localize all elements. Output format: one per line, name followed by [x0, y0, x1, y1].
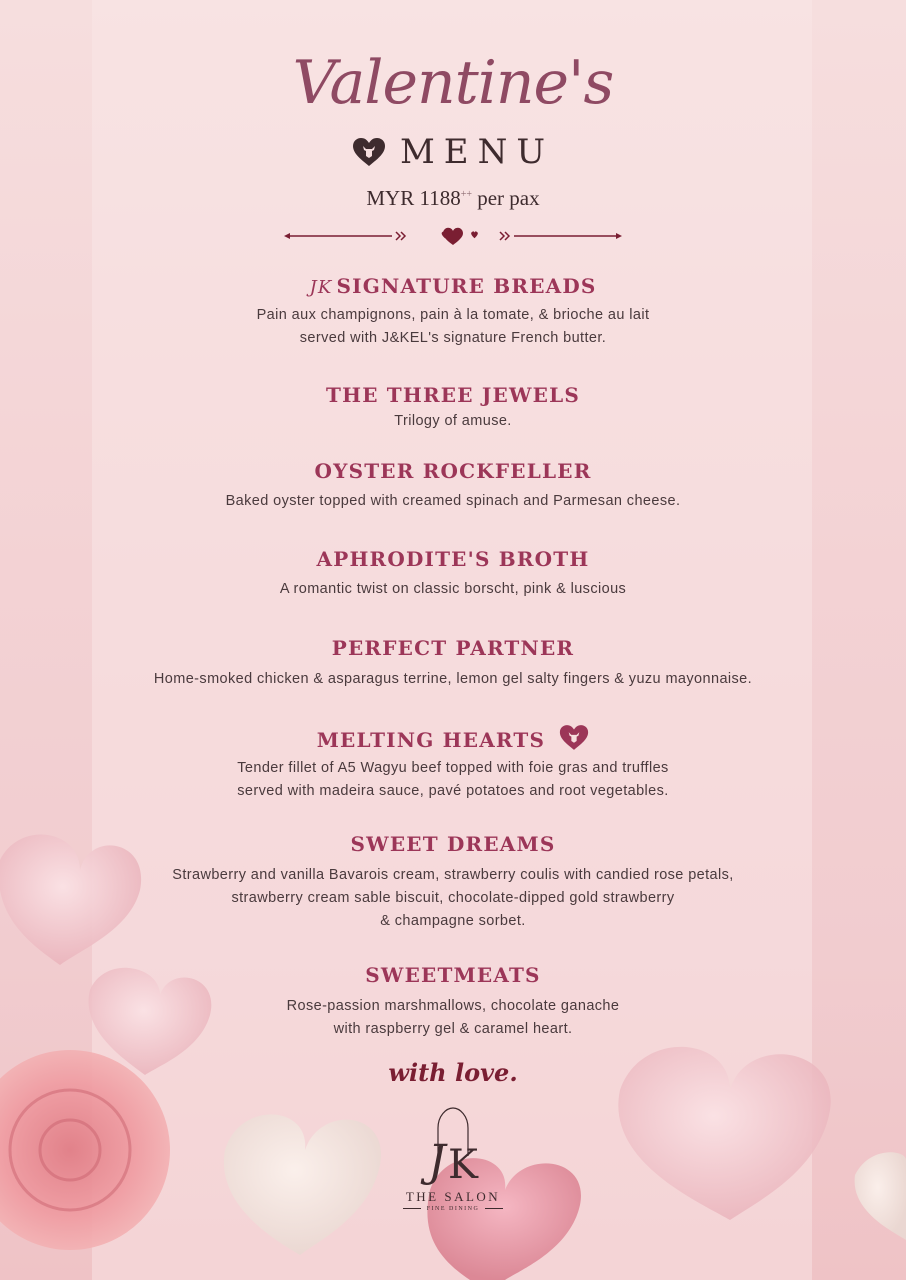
- menu-heading: MENU: [399, 132, 555, 172]
- section-desc-oyster-rockfeller: [0, 490, 906, 513]
- brand-subtitle: [0, 1206, 906, 1212]
- desc-line: strawberry cream sable biscuit, chocolate-dipped gold strawberry: [231, 890, 675, 906]
- jk-monogram-icon: [418, 1106, 488, 1186]
- svg-text:K: K: [448, 1142, 478, 1186]
- section-desc-aphrodites-broth: [0, 578, 906, 601]
- section-title-melting-hearts: [0, 724, 906, 752]
- section-title-sweetmeats: SWEETMEATS: [365, 963, 541, 987]
- section-desc-signature-breads: [0, 304, 906, 350]
- desc-line: Rose-passion marshmallows, chocolate ganache: [286, 998, 620, 1014]
- arrow-divider-icon: [282, 224, 624, 248]
- brand-subtitle-text: FINE DINING: [426, 1206, 480, 1212]
- desc-line: A romantic twist on classic borscht, pink & luscious: [279, 581, 627, 597]
- section-title-three-jewels: THE THREE JEWELS: [326, 383, 580, 407]
- brand-name: THE SALON: [405, 1189, 501, 1204]
- section-title-perfect-partner: PERFECT PARTNER: [331, 636, 575, 660]
- desc-line: Pain aux champignons, pain à la tomate, & brioche au lait: [256, 307, 650, 323]
- svg-text:J: J: [428, 1136, 446, 1186]
- heart-bull-icon: [352, 137, 386, 167]
- menu-heading-row: [0, 132, 906, 172]
- section-title-text: SIGNATURE BREADS: [336, 274, 597, 298]
- section-desc-sweet-dreams: [0, 864, 906, 933]
- heart-bull-icon: [559, 724, 589, 751]
- desc-line: Strawberry and vanilla Bavarois cream, strawberry coulis with candied rose petals,: [172, 867, 734, 883]
- desc-line: with raspberry gel & caramel heart.: [333, 1021, 573, 1037]
- section-title-oyster-rockfeller: OYSTER ROCKFELLER: [314, 459, 592, 483]
- section-desc-melting-hearts: [0, 757, 906, 803]
- desc-line: served with J&KEL's signature French butter.: [299, 330, 607, 346]
- section-desc-three-jewels: [0, 410, 906, 433]
- price-superscript: ++: [460, 189, 472, 200]
- section-title-aphrodites-broth: APHRODITE'S BROTH: [316, 547, 590, 571]
- jk-monogram-icon: JK: [309, 277, 333, 298]
- desc-line: Baked oyster topped with creamed spinach and Parmesan cheese.: [225, 493, 681, 509]
- section-desc-sweetmeats: [0, 995, 906, 1041]
- desc-line: Trilogy of amuse.: [394, 413, 512, 429]
- section-title-sweet-dreams: SWEET DREAMS: [350, 832, 556, 856]
- price-amount: MYR 1188: [366, 186, 461, 210]
- desc-line: & champagne sorbet.: [380, 913, 526, 929]
- price-unit: per pax: [471, 186, 540, 210]
- desc-line: served with madeira sauce, pavé potatoes and root vegetables.: [237, 783, 669, 799]
- desc-line: Home-smoked chicken & asparagus terrine, lemon gel salty fingers & yuzu mayonnaise.: [153, 671, 753, 687]
- section-title-text: MELTING HEARTS: [316, 728, 546, 752]
- section-desc-perfect-partner: [0, 668, 906, 691]
- section-title-signature-breads: [0, 274, 906, 298]
- price-line: [0, 186, 906, 211]
- menu-title-script: Valentine's: [292, 48, 614, 118]
- with-love-signoff: with love.: [388, 1058, 518, 1087]
- desc-line: Tender fillet of A5 Wagyu beef topped with foie gras and truffles: [237, 760, 669, 776]
